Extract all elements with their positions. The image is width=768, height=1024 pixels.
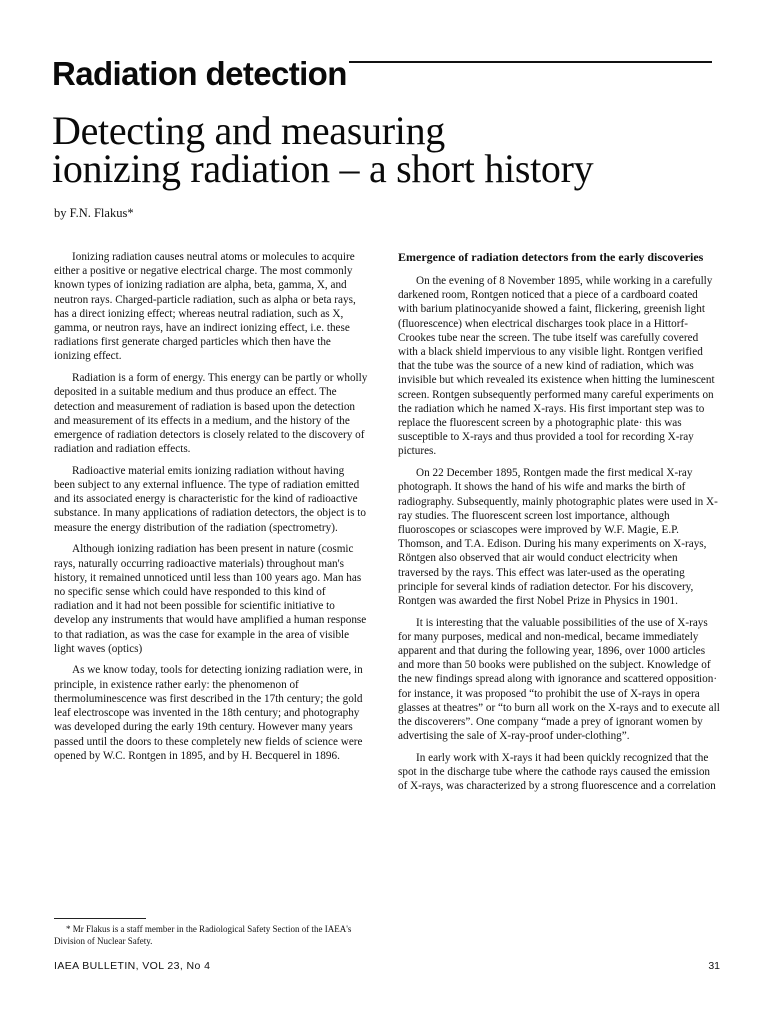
paragraph: Although ionizing radiation has been present in nature (cosmic rays, naturally occurring radioactive materials) throughout man's history, it remained unnoticed until less than 100 years ago. Man has no specific sense which could have responded to this kind of radiation and it had not been possible for scientific initiative to develop any instruments that would have amplified a human response to that radiation, as was the case for example in the area of visible light waves (optics) — [54, 543, 367, 655]
paragraph: Ionizing radiation causes neutral atoms or molecules to acquire either a positive or negative electrical charge. The most commonly known types of ionizing radiation are alpha, beta, gamma, X, and neutron rays. Charged-particle radiation, such as alpha or beta rays, has a direct ionizing effect; whereas neutral radiation, such as X, gamma, or neutron rays, have an indirect ionizing effect, i.e. these radiations first generate charged particles which then have the ionizing effect. — [54, 251, 356, 363]
section-subheading: Emergence of radiation detectors from the early discoveries — [398, 250, 704, 264]
footnote-divider — [54, 918, 146, 919]
right-column — [398, 250, 720, 801]
left-column — [54, 250, 368, 770]
paragraph: On 22 December 1895, Rontgen made the first medical X-ray photograph. It shows the hand of his wife and marks the birth of radiography. Subsequently, mainly photographic plates were used in X-ray studies. The fluorescent screen lost importance, although fluoroscopes or sciascopes were improved by W.F. Magie, E.P. Thomson, and T.A. Edison. During his many experiments on X-rays, Röntgen also observed that air would conduct electricity when traversed by the rays. This effect was later-used as the operating principle for several kinds of radiation detector. For his discovery, Rontgen was awarded the first Nobel Prize in Physics in 1901. — [398, 467, 718, 607]
article-title — [52, 108, 712, 191]
article-title-line-2: ionizing radiation – a short history — [52, 146, 594, 191]
journal-citation: IAEA BULLETIN, VOL 23, No 4 — [54, 960, 211, 972]
byline: by F.N. Flakus* — [54, 206, 134, 220]
section-title-rule — [349, 61, 712, 63]
paragraph: As we know today, tools for detecting ionizing radiation were, in principle, in existence rather early: the phenomenon of thermoluminescence was first described in the 17th century; the gold leaf electroscope was invented in the 18th century; and photography was developed during the early 19th century. However many years passed until the doors to these completely new fields of science were opened by W.C. Rontgen in 1895, and by H. Becquerel in 1896. — [54, 664, 363, 762]
paragraph: On the evening of 8 November 1895, while working in a carefully darkened room, Rontgen noticed that a piece of a cardboard coated with barium platinocyanide showed a faint, flickering, greenish light (fluorescence) when electrical discharges took place in a Hittorf-Crookes tube near the screen. The tube itself was carefully covered with a black shield impervious to any visible light. Rontgen verified that the tube was the source of a new kind of radiation, which was invisible but which revealed its existence when hitting the luminescent screen. Rontgen subsequently performed many careful experiments on the radiation which he named X-rays. His first important step was to replace the fluorescent screen by a photographic plate· this was susceptible to X-rays and thus provided a tool for recording X-ray pictures. — [398, 275, 715, 458]
paragraph: Radiation is a form of energy. This energy can be partly or wholly deposited in a suitable medium and thus produce an effect. The detection and measurement of radiation is based upon the detection and measurement of its effects in a medium, and the history of the emergence of radiation detectors is closely related to the discovery of radiation and radiation effects. — [54, 372, 368, 456]
paragraph: Radioactive material emits ionizing radiation without having been subject to any external influence. The type of radiation emitted and its associated energy is characteristic for the kind of radioactive substance. In many applications of radiation detectors, the object is to measure the energy distribution of the radiation (spectrometry). — [54, 464, 366, 534]
article-title-line-1: Detecting and measuring — [52, 108, 445, 153]
page-number: 31 — [708, 960, 720, 972]
footnote: * Mr Flakus is a staff member in the Radiological Safety Section of the IAEA's Division of Nuclear Safety. — [54, 924, 352, 946]
section-header — [52, 46, 712, 90]
section-title: Radiation detection — [52, 55, 347, 92]
paragraph: In early work with X-rays it had been quickly recognized that the spot in the discharge tube where the cathode rays caused the emission of X-rays, was characterized by a strong fluorescence and a correlation — [398, 752, 716, 793]
paragraph: It is interesting that the valuable possibilities of the use of X-rays for many purposes, medical and non-medical, became immediately apparent and that during the following year, 1896, over 1000 articles and more than 50 books were published on the subject. Knowledge of the new findings spread along with ignorance and scattered opposition· for instance, it was proposed “to prohibit the use of X-rays in opera glasses at theatres” or “to burn all work on the X-rays and to execute all the discoverers”. One company “made a prey of ignorant women by advertising the sale of X-ray-proof under-clothing”. — [398, 616, 720, 743]
